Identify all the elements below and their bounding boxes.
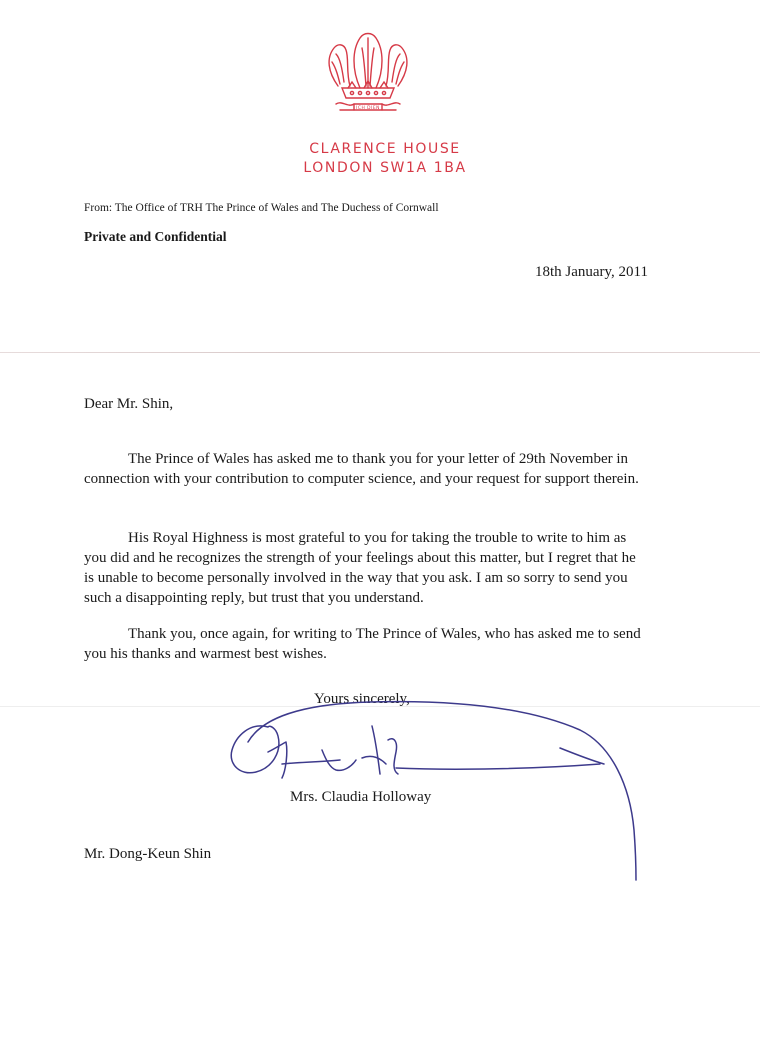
from-line: From: The Office of TRH The Prince of Wales and The Duchess of Cornwall bbox=[84, 202, 439, 214]
classification-label: Private and Confidential bbox=[84, 229, 227, 244]
body-paragraph-1-text: The Prince of Wales has asked me to thank you for your letter of 29th November in connection with your contribution to computer science, and your request for support therein. bbox=[84, 451, 639, 487]
salutation: Dear Mr. Shin, bbox=[84, 396, 174, 412]
letter-date: 18th January, 2011 bbox=[534, 264, 648, 280]
signer-name: Mrs. Claudia Holloway bbox=[290, 789, 432, 805]
body-paragraph-1 bbox=[84, 449, 644, 489]
crest-motto: ICH DIEN bbox=[356, 105, 380, 111]
body-paragraph-2-text: His Royal Highness is most grateful to you for taking the trouble to write to him as you did and he recognizes the strength of your feelings about this matter, but I regret that he is unable to become personally involved in the way that you ask. I am so sorry to send you such a disappointing reply, but trust that you understand. bbox=[84, 530, 636, 606]
body-paragraph-3-text: Thank you, once again, for writing to The Prince of Wales, who has asked me to send you his thanks and warmest best wishes. bbox=[84, 626, 641, 662]
letterhead-address-line-1: CLARENCE HOUSE bbox=[309, 141, 461, 157]
recipient-name: Mr. Dong-Keun Shin bbox=[84, 846, 212, 862]
letterhead-address-line-2: LONDON SW1A 1BA bbox=[303, 160, 467, 176]
closing: Yours sincerely, bbox=[314, 691, 410, 707]
body-paragraph-3 bbox=[84, 624, 644, 664]
body-paragraph-2 bbox=[84, 528, 644, 608]
fold-line bbox=[0, 352, 760, 353]
prince-of-wales-feathers-icon bbox=[318, 28, 418, 118]
